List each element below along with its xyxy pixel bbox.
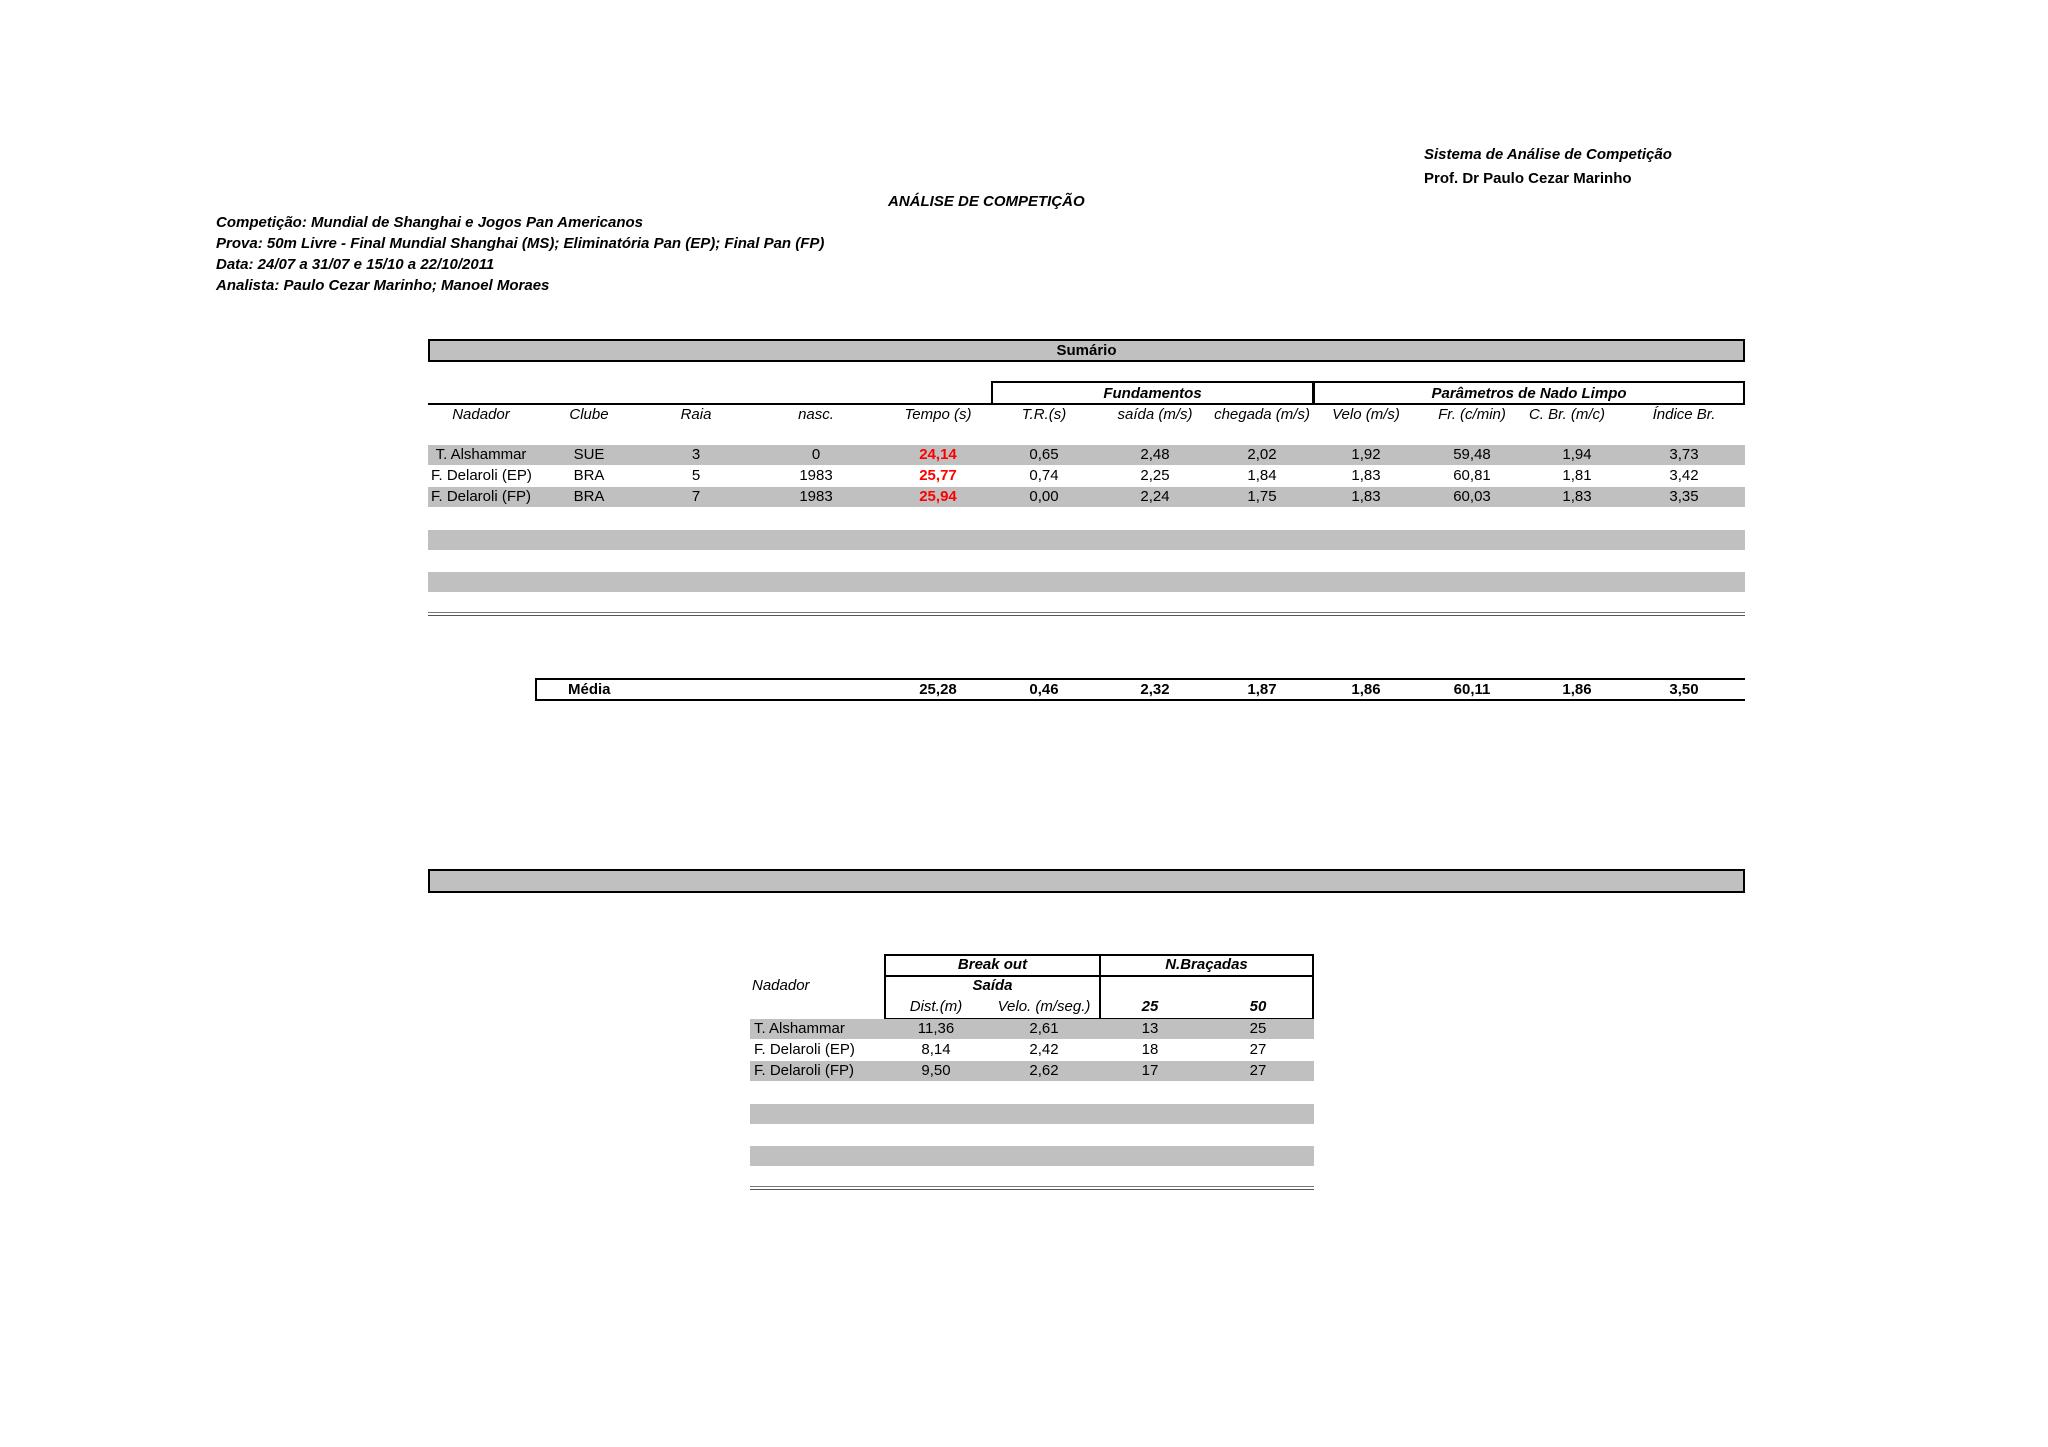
media-tempo: 25,28 [919, 681, 957, 698]
velo-seg: 2,61 [1029, 1020, 1059, 1037]
media-label: Média [568, 681, 611, 698]
col-indice: Índice Br. [1652, 406, 1716, 423]
clube: BRA [573, 488, 605, 505]
col-dist: Dist.(m) [909, 998, 963, 1015]
summary-header-row [0, 405, 2048, 425]
col-clube: Clube [569, 406, 609, 423]
velo-seg: 2,62 [1029, 1062, 1059, 1079]
dist: 9,50 [921, 1062, 951, 1079]
breakout-row-1 [0, 1019, 2048, 1039]
empty-row [428, 572, 1745, 592]
bracadas-50: 25 [1249, 1020, 1267, 1037]
col-raia: Raia [680, 406, 712, 423]
nadador-name: F. Delaroli (EP) [431, 467, 532, 484]
nasc: 1983 [799, 467, 833, 484]
nadador-name: F. Delaroli (FP) [431, 488, 532, 505]
tempo: 25,94 [919, 488, 957, 505]
bracadas-50: 27 [1249, 1062, 1267, 1079]
clube: BRA [573, 467, 605, 484]
nasc: 0 [811, 446, 821, 463]
fr: 59,48 [1453, 446, 1491, 463]
cbr: 1,81 [1562, 467, 1592, 484]
media-cbr: 1,86 [1562, 681, 1592, 698]
group-nado-label: Parâmetros de Nado Limpo [1431, 385, 1627, 402]
media-velo: 1,86 [1351, 681, 1381, 698]
breakout-header-row [0, 997, 2048, 1017]
bracadas-25: 13 [1141, 1020, 1159, 1037]
media-saida: 2,32 [1140, 681, 1170, 698]
saida: 2,48 [1140, 446, 1170, 463]
meta-prova: Prova: 50m Livre - Final Mundial Shanghai (MS); Eliminatória Pan (EP); Final Pan (FP) [216, 235, 825, 252]
breakout-nadador-label: Nadador [752, 977, 810, 994]
dist: 8,14 [921, 1041, 951, 1058]
col-nasc: nasc. [798, 406, 834, 423]
velo: 1,83 [1351, 488, 1381, 505]
bracadas-title: N.Braçadas [1165, 956, 1248, 973]
meta-competicao: Competição: Mundial de Shanghai e Jogos Pan Americanos [216, 214, 644, 231]
fr: 60,81 [1453, 467, 1491, 484]
empty-row [428, 530, 1745, 550]
author: Prof. Dr Paulo Cezar Marinho [1424, 170, 1632, 187]
col-tr: T.R.(s) [1021, 406, 1067, 423]
cbr: 1,83 [1562, 488, 1592, 505]
meta-analista: Analista: Paulo Cezar Marinho; Manoel Moraes [216, 277, 550, 294]
summary-row-3 [0, 487, 2048, 507]
group-fundamentos-label: Fundamentos [1103, 385, 1202, 402]
velo-seg: 2,42 [1029, 1041, 1059, 1058]
group-fundamentos [991, 381, 1314, 404]
media-chegada: 1,87 [1247, 681, 1277, 698]
media-indice: 3,50 [1669, 681, 1699, 698]
saida: 2,24 [1140, 488, 1170, 505]
col-fr: Fr. (c/min) [1438, 406, 1506, 423]
cbr: 1,94 [1562, 446, 1592, 463]
saida-label: Saída [972, 977, 1013, 994]
meta-data: Data: 24/07 a 31/07 e 15/10 a 22/10/2011 [216, 256, 495, 273]
col-chegada: chegada (m/s) [1214, 406, 1310, 423]
tr: 0,74 [1029, 467, 1059, 484]
tempo: 25,77 [919, 467, 957, 484]
tr: 0,00 [1029, 488, 1059, 505]
raia: 5 [691, 467, 701, 484]
nadador-name: T. Alshammar [754, 1020, 845, 1037]
nadador-name: F. Delaroli (FP) [754, 1062, 855, 1079]
clube: SUE [573, 446, 605, 463]
col-tempo: Tempo (s) [904, 406, 972, 423]
table-rule [428, 615, 1745, 616]
col-50: 50 [1249, 998, 1267, 1015]
saida: 2,25 [1140, 467, 1170, 484]
tr: 0,65 [1029, 446, 1059, 463]
summary-title-bar [428, 339, 1745, 362]
chegada: 2,02 [1247, 446, 1277, 463]
velo: 1,92 [1351, 446, 1381, 463]
nadador-name: T. Alshammar [435, 446, 527, 463]
col-cbr: C. Br. (m/c) [1528, 406, 1606, 423]
summary-row-2 [0, 466, 2048, 486]
col-velo-seg: Velo. (m/seg.) [997, 998, 1091, 1015]
raia: 3 [691, 446, 701, 463]
breakout-rule [750, 1186, 1314, 1187]
empty-row [750, 1104, 1314, 1124]
col-nadador: Nadador [452, 406, 510, 423]
velo: 1,83 [1351, 467, 1381, 484]
tempo: 24,14 [919, 446, 957, 463]
media-fr: 60,11 [1453, 681, 1491, 698]
system-title: Sistema de Análise de Competição [1424, 146, 1672, 163]
col-velo: Velo (m/s) [1332, 406, 1400, 423]
media-values-row [0, 680, 2048, 700]
section-bar [428, 869, 1745, 893]
chegada: 1,75 [1247, 488, 1277, 505]
bracadas-50: 27 [1249, 1041, 1267, 1058]
table-rule [428, 612, 1745, 613]
bracadas-25: 17 [1141, 1062, 1159, 1079]
nadador-name: F. Delaroli (EP) [754, 1041, 855, 1058]
col-25: 25 [1141, 998, 1159, 1015]
dist: 11,36 [917, 1020, 955, 1037]
breakout-row-2 [0, 1040, 2048, 1060]
col-saida: saída (m/s) [1117, 406, 1193, 423]
summary-title: Sumário [1056, 342, 1117, 359]
breakout-row-3 [0, 1061, 2048, 1081]
report-title: ANÁLISE DE COMPETIÇÃO [888, 193, 1085, 210]
indice: 3,35 [1669, 488, 1699, 505]
indice: 3,73 [1669, 446, 1699, 463]
raia: 7 [691, 488, 701, 505]
indice: 3,42 [1669, 467, 1699, 484]
chegada: 1,84 [1247, 467, 1277, 484]
media-tr: 0,46 [1029, 681, 1059, 698]
summary-row-1 [0, 445, 2048, 465]
bracadas-25: 18 [1141, 1041, 1159, 1058]
nasc: 1983 [799, 488, 833, 505]
empty-row [750, 1146, 1314, 1166]
breakout-title: Break out [957, 956, 1028, 973]
group-nado-limpo [1313, 381, 1745, 404]
fr: 60,03 [1453, 488, 1491, 505]
breakout-rule [750, 1189, 1314, 1190]
